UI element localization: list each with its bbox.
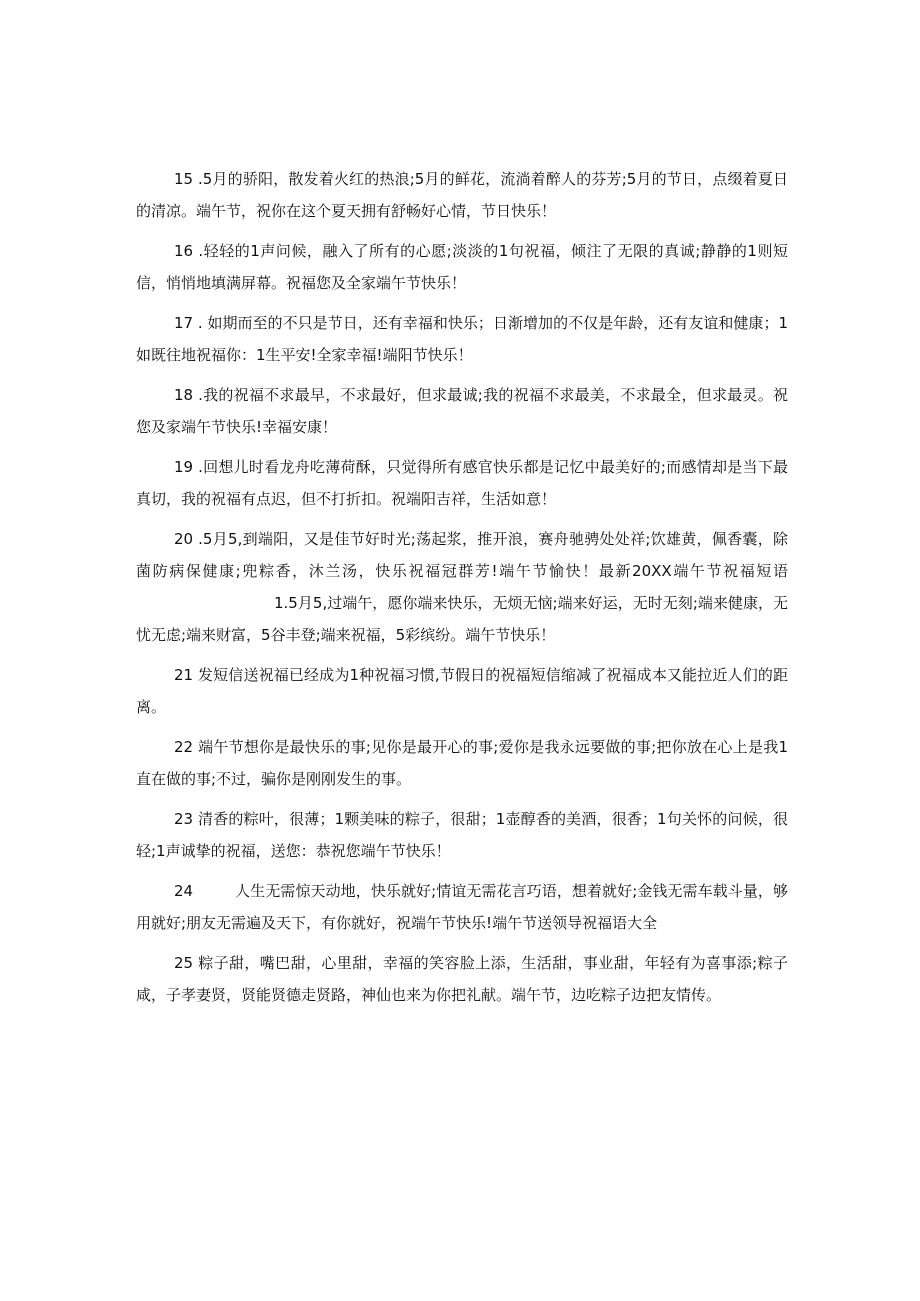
paragraph-text: .5月的骄阳，散发着火红的热浪;5月的鲜花，流淌着醉人的芬芳;5月的节日，点缀着夏日的清凉。端午节，祝你在这个夏天拥有舒畅好心情，节日快乐！ — [136, 170, 788, 220]
paragraph-20 — [136, 523, 788, 651]
document-page — [136, 163, 788, 1019]
paragraph-number: 20 — [174, 530, 194, 548]
paragraph-number: 21 — [174, 666, 194, 684]
paragraph-number: 24 — [174, 882, 194, 900]
paragraph-number: 25 — [174, 954, 194, 972]
paragraph-text: .轻轻的1声问候，融入了所有的心愿;淡淡的1句祝福，倾注了无限的真诚;静静的1则短信，悄悄地填满屏幕。祝福您及全家端午节快乐！ — [136, 242, 788, 292]
paragraph-text: .回想儿时看龙舟吃薄荷酥，只觉得所有感官快乐都是记忆中最美好的;而感情却是当下最真切，我的祝福有点迟，但不打折扣。祝端阳吉祥，生活如意！ — [136, 458, 788, 508]
paragraph-21 — [136, 659, 788, 723]
paragraph-text: 端午节想你是最快乐的事;见你是最开心的事;爱你是我永远要做的事;把你放在心上是我1直在做的事;不过，骗你是刚刚发生的事。 — [136, 738, 788, 788]
paragraph-text: . 如期而至的不只是节日，还有幸福和快乐；日渐增加的不仅是年龄，还有友谊和健康；1如既往地祝福你：1生平安!全家幸福!端阳节快乐！ — [136, 314, 788, 364]
paragraph-text: 粽子甜，嘴巴甜，心里甜，幸福的笑容脸上添，生活甜，事业甜，年轻有为喜事添;粽子咸，子孝妻贤，贤能贤德走贤路，神仙也来为你把礼献。端午节，边吃粽子边把友情传。 — [136, 954, 788, 1004]
paragraph-24 — [136, 875, 788, 939]
paragraph-text: 清香的粽叶，很薄；1颗美味的粽子，很甜；1壶醇香的美酒，很香；1句关怀的问候，很轻;1声诚挚的祝福，送您：恭祝您端午节快乐！ — [136, 810, 788, 860]
paragraph-text-continued: 1.5月5,过端午，愿你端来快乐，无烦无恼;端来好运，无时无刻;端来健康，无忧无虑;端来财富，5谷丰登;端来祝福，5彩缤纷。端午节快乐！ — [136, 594, 788, 644]
paragraph-22 — [136, 731, 788, 795]
paragraph-number: 22 — [174, 738, 194, 756]
paragraph-17 — [136, 307, 788, 371]
paragraph-25 — [136, 947, 788, 1011]
paragraph-number: 19 — [174, 458, 194, 476]
paragraph-18 — [136, 379, 788, 443]
paragraph-number: 23 — [174, 810, 194, 828]
paragraph-15 — [136, 163, 788, 227]
paragraph-text: .5月5,到端阳，又是佳节好时光;荡起浆，推开浪，赛舟驰骋处处祥;饮雄黄，佩香囊，除菌防病保健康;兜粽香，沐兰汤，快乐祝福冠群芳!端午节愉快！最新20XX端午节祝福短语 — [136, 530, 788, 580]
paragraph-23 — [136, 803, 788, 867]
paragraph-19 — [136, 451, 788, 515]
paragraph-text: .我的祝福不求最早，不求最好，但求最诚;我的祝福不求最美，不求最全，但求最灵。祝您及家端午节快乐!幸福安康！ — [136, 386, 788, 436]
paragraph-text: 人生无需惊天动地，快乐就好;情谊无需花言巧语，想着就好;金钱无需车载斗量，够用就好;朋友无需遍及天下，有你就好，祝端午节快乐!端午节送领导祝福语大全 — [136, 882, 788, 932]
paragraph-text: 发短信送祝福已经成为1种祝福习惯,节假日的祝福短信缩减了祝福成本又能拉近人们的距离。 — [136, 666, 788, 716]
paragraph-number: 17 — [174, 314, 194, 332]
paragraph-number: 18 — [174, 386, 194, 404]
paragraph-number: 15 — [174, 170, 194, 188]
paragraph-number: 16 — [174, 242, 194, 260]
paragraph-16 — [136, 235, 788, 299]
